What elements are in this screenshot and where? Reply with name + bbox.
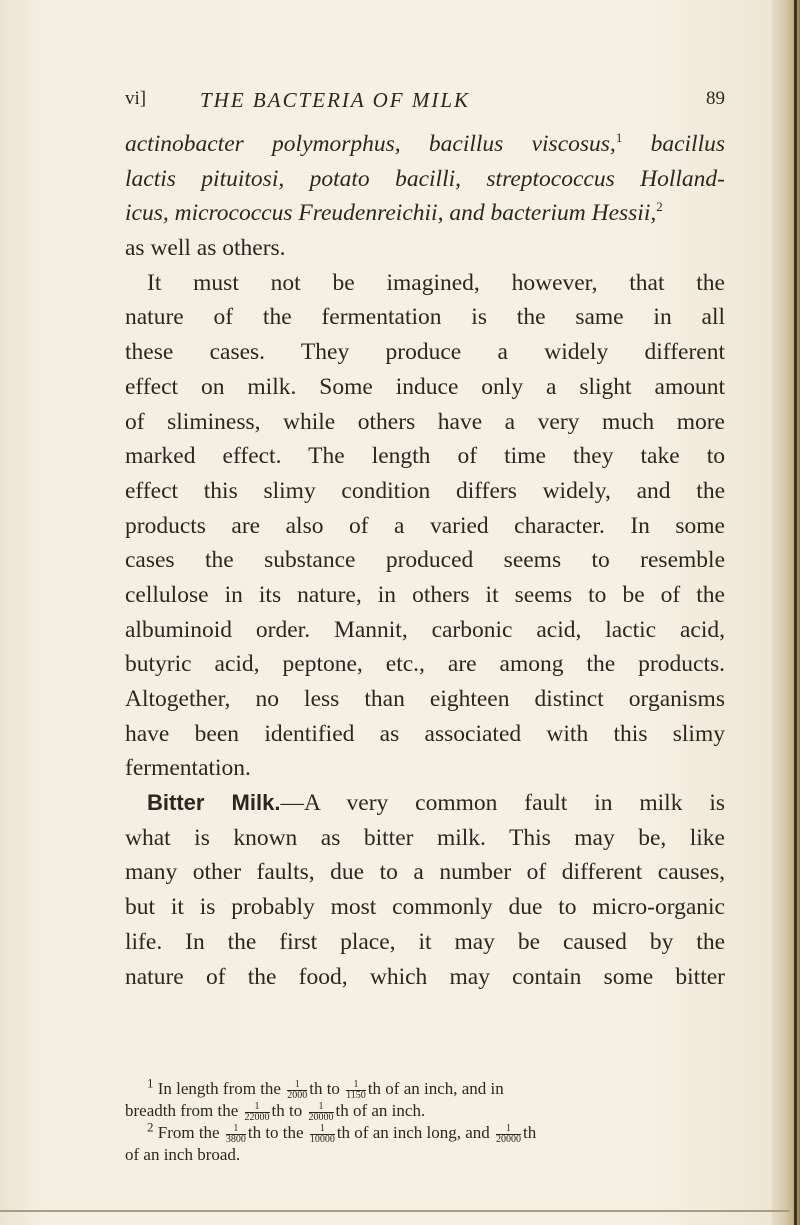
fraction-numerator: 1 bbox=[287, 1080, 307, 1091]
text-line bbox=[125, 751, 725, 786]
running-header bbox=[125, 88, 725, 118]
text-run: bacillus bbox=[622, 131, 725, 157]
fraction-denominator: 20000 bbox=[308, 1111, 334, 1123]
text-run: of sliminess, while others have a very much more bbox=[125, 408, 725, 435]
fraction bbox=[309, 1102, 334, 1123]
footnote-2-line bbox=[125, 1119, 725, 1145]
text-run: cellulose in its nature, in others it seems to be of the bbox=[125, 581, 725, 608]
text-line bbox=[125, 196, 725, 231]
footnote-text: th to bbox=[271, 1101, 303, 1120]
text-line bbox=[125, 647, 725, 682]
text-run: nature of the fermentation is the same in all bbox=[125, 304, 725, 331]
text-line bbox=[125, 231, 725, 266]
body-text bbox=[125, 127, 725, 994]
fraction bbox=[287, 1080, 307, 1101]
chapter-number: vi] bbox=[125, 88, 147, 109]
text-line bbox=[125, 509, 725, 544]
fraction bbox=[496, 1124, 521, 1145]
text-line bbox=[125, 682, 725, 717]
footnote-text: of an inch broad. bbox=[125, 1145, 241, 1164]
fraction-denominator: 1150 bbox=[346, 1089, 366, 1101]
fraction-denominator: 3800 bbox=[225, 1133, 246, 1145]
text-run: It must not be imagined, however, that the bbox=[147, 269, 725, 296]
text-line bbox=[125, 127, 725, 162]
text-run: butyric acid, peptone, etc., are among the products. bbox=[125, 651, 725, 678]
text-line bbox=[125, 890, 725, 925]
fraction-numerator: 1 bbox=[226, 1124, 246, 1135]
text-line bbox=[125, 266, 725, 301]
footnote-text: th of an inch long, and bbox=[336, 1123, 490, 1142]
footnote-1-line bbox=[125, 1075, 725, 1101]
text-run: nature of the food, which may contain some bitter bbox=[125, 963, 725, 990]
fraction-denominator: 20000 bbox=[496, 1133, 522, 1145]
fraction-denominator: 22000 bbox=[244, 1111, 270, 1123]
running-title: THE BACTERIA OF MILK bbox=[200, 88, 471, 112]
text-run: but it is probably most commonly due to micro-organic bbox=[125, 894, 725, 921]
text-run: life. In the first place, it may be caused by the bbox=[125, 928, 725, 955]
footnote-1-line bbox=[125, 1100, 725, 1122]
text-run: cases the substance produced seems to resemble bbox=[125, 547, 725, 574]
footnote-marker bbox=[125, 1075, 154, 1098]
text-line bbox=[125, 335, 725, 370]
text-run: Altogether, no less than eighteen distinct organisms bbox=[125, 686, 725, 712]
text-run: icus, micrococcus Freudenreichii, and bacterium Hessii, bbox=[125, 200, 657, 227]
text-line bbox=[125, 613, 725, 648]
text-run: fermentation. bbox=[125, 755, 251, 782]
fraction bbox=[310, 1124, 335, 1145]
text-run: —A very common fault in milk is bbox=[280, 790, 725, 817]
text-line bbox=[125, 960, 725, 995]
fraction-denominator: 2000 bbox=[287, 1089, 308, 1101]
footnote-number: 2 bbox=[147, 1119, 154, 1135]
text-line bbox=[125, 925, 725, 960]
text-line bbox=[125, 405, 725, 440]
footnotes bbox=[125, 1075, 725, 1166]
text-line bbox=[125, 439, 725, 474]
footnote-2-line bbox=[125, 1144, 725, 1166]
text-run: marked effect. The length of time they take to bbox=[125, 443, 725, 470]
footnote-ref: 2 bbox=[656, 199, 663, 215]
footnote-text: th to the bbox=[247, 1123, 304, 1142]
text-run: effect this slimy condition differs widely, and the bbox=[125, 477, 725, 504]
text-line bbox=[125, 578, 725, 613]
fraction-numerator: 1 bbox=[309, 1102, 334, 1113]
text-run: these cases. They produce a widely different bbox=[125, 339, 725, 366]
footnote-marker bbox=[125, 1119, 154, 1142]
fraction-numerator: 1 bbox=[496, 1124, 521, 1135]
text-run: have been identified as associated with this slimy bbox=[125, 720, 725, 747]
fraction-denominator: 10000 bbox=[309, 1133, 335, 1145]
footnote-text: th bbox=[523, 1123, 537, 1142]
footnote-text: From the bbox=[157, 1123, 220, 1142]
section-heading: Bitter Milk. bbox=[147, 790, 281, 816]
text-run: albuminoid order. Mannit, carbonic acid, lactic acid, bbox=[125, 616, 725, 643]
text-line bbox=[125, 855, 725, 890]
footnote-number: 1 bbox=[147, 1075, 154, 1091]
text-run: actinobacter polymorphus, bacillus viscosus, bbox=[125, 131, 616, 157]
footnote-text: breadth from the bbox=[125, 1101, 239, 1120]
text-run: many other faults, due to a number of different causes, bbox=[125, 859, 725, 886]
fraction bbox=[245, 1102, 270, 1123]
text-line bbox=[125, 717, 725, 752]
text-run: lactis pituitosi, potato bacilli, streptococcus Holland- bbox=[125, 165, 725, 192]
page-number: 89 bbox=[706, 88, 725, 109]
text-run: as well as others. bbox=[125, 235, 286, 262]
footnote-ref: 1 bbox=[615, 130, 623, 146]
text-line bbox=[125, 300, 725, 335]
fraction-numerator: 1 bbox=[346, 1080, 366, 1091]
footnote-text: In length from the bbox=[157, 1079, 281, 1098]
fraction-numerator: 1 bbox=[245, 1102, 270, 1113]
text-line bbox=[125, 821, 725, 856]
footnote-text: th of an inch, and in bbox=[367, 1079, 504, 1098]
text-run: what is known as bitter milk. This may be, like bbox=[125, 824, 725, 851]
text-line bbox=[125, 786, 725, 821]
fraction-numerator: 1 bbox=[310, 1124, 335, 1135]
bottom-rule bbox=[0, 1210, 790, 1212]
fraction bbox=[346, 1080, 366, 1101]
text-line bbox=[125, 543, 725, 578]
text-line bbox=[125, 474, 725, 509]
text-line bbox=[125, 370, 725, 405]
page-edge bbox=[772, 0, 800, 1225]
footnote-text: th of an inch. bbox=[335, 1101, 426, 1120]
text-line bbox=[125, 162, 725, 197]
footnote-text: th to bbox=[309, 1079, 340, 1098]
text-run: effect on milk. Some induce only a slight amount bbox=[125, 373, 725, 400]
text-run: products are also of a varied character. In some bbox=[125, 512, 725, 539]
fraction bbox=[226, 1124, 246, 1145]
